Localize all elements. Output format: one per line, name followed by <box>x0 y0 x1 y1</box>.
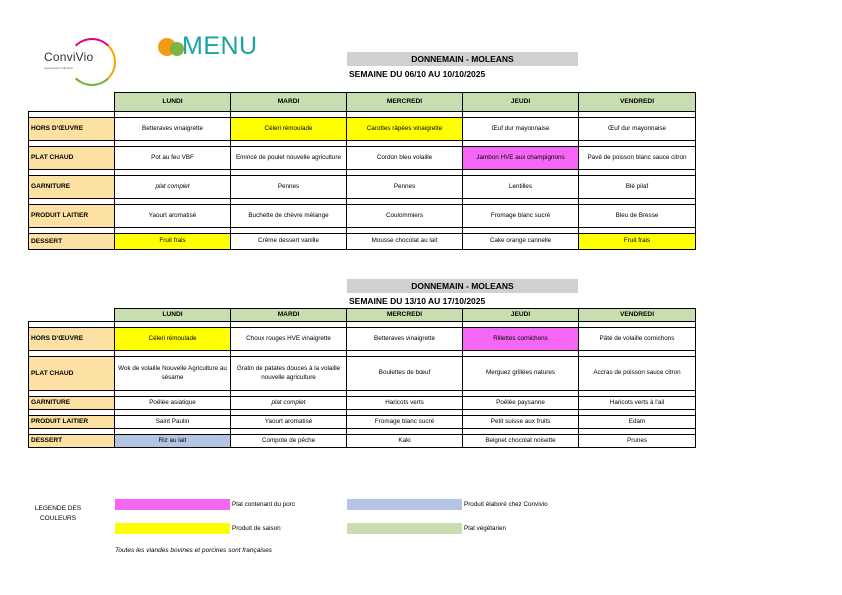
category-label: PLAT CHAUD <box>29 357 115 391</box>
menu-cell: Pennes <box>231 176 347 199</box>
week2-period: SEMAINE DU 13/10 AU 17/10/2025 <box>349 296 486 306</box>
menu-cell: Yaourt aromatisé <box>115 205 231 228</box>
category-label: PLAT CHAUD <box>29 147 115 170</box>
menu-cell: Riz au lait <box>115 435 231 448</box>
category-label: PRODUIT LAITIER <box>29 205 115 228</box>
menu-cell: Céleri rémoulade <box>115 328 231 351</box>
week1-row-plat-chaud <box>29 147 696 170</box>
menu-title-text: MENU <box>182 32 258 60</box>
menu-cell: Céleri rémoulade <box>231 118 347 141</box>
menu-cell: Merguez grillées natures <box>463 357 579 391</box>
week1-row-produit-laitier <box>29 205 696 228</box>
menu-cell: Kaki <box>347 435 463 448</box>
menu-cell: Prunes <box>579 435 696 448</box>
menu-cell: Haricots verts <box>347 397 463 410</box>
menu-cell: Coulommiers <box>347 205 463 228</box>
menu-cell: Carottes râpées vinaigrette <box>347 118 463 141</box>
menu-cell: Pavé de poisson blanc sauce citron <box>579 147 696 170</box>
menu-cell: Emincé de poulet nouvelle agriculture <box>231 147 347 170</box>
menu-cell: Choux rouges HVE vinaigrette <box>231 328 347 351</box>
menu-cell: Pâté de volaille cornichons <box>579 328 696 351</box>
menu-cell: plat complet <box>115 176 231 199</box>
menu-cell: Fromage blanc sucré <box>347 416 463 429</box>
week1-row-garniture <box>29 176 696 199</box>
menu-cell: Beignet chocolat noisette <box>463 435 579 448</box>
category-label: HORS D'ŒUVRE <box>29 118 115 141</box>
legend-label-convivio: Produit élaboré chez Convivio <box>464 501 548 508</box>
menu-cell: Gratin de patates douces à la volaille nouvelle agriculture <box>231 357 347 391</box>
day-mardi: MARDI <box>231 309 347 322</box>
legend-swatch-convivio <box>347 499 462 510</box>
menu-cell: Fruit frais <box>115 234 231 250</box>
day-jeudi: JEUDI <box>463 93 579 112</box>
week1-row-dessert <box>29 234 696 250</box>
week2-row-plat-chaud <box>29 357 696 391</box>
day-vendredi: VENDREDI <box>579 309 696 322</box>
menu-cell: Buchette de chèvre mélange <box>231 205 347 228</box>
menu-cell: Pennes <box>347 176 463 199</box>
legend-swatch-saison <box>115 523 230 534</box>
week2-row-hors-doeuvre <box>29 328 696 351</box>
day-mardi: MARDI <box>231 93 347 112</box>
menu-cell: Cordon bleu volaille <box>347 147 463 170</box>
week2-menu-table <box>28 308 696 448</box>
category-label: HORS D'ŒUVRE <box>29 328 115 351</box>
menu-cell: Edam <box>579 416 696 429</box>
menu-cell: Mousse chocolat au lait <box>347 234 463 250</box>
category-label: DESSERT <box>29 234 115 250</box>
legend-label-porc: Plat contenant du porc <box>232 501 296 508</box>
menu-cell: Blé pilaf <box>579 176 696 199</box>
day-vendredi: VENDREDI <box>579 93 696 112</box>
menu-cell: Petit suisse aux fruits <box>463 416 579 429</box>
menu-cell: Rillettes cornichons <box>463 328 579 351</box>
menu-cell: Haricots verts à l'ail <box>579 397 696 410</box>
menu-cell: Pot au feu VBF <box>115 147 231 170</box>
menu-cell: Compote de pêche <box>231 435 347 448</box>
week2-row-dessert <box>29 435 696 448</box>
category-label: DESSERT <box>29 435 115 448</box>
menu-cell: Poêlée asiatique <box>115 397 231 410</box>
week2-school: DONNEMAIN - MOLEANS <box>347 279 578 293</box>
menu-cell: Betteraves vinaigrette <box>347 328 463 351</box>
week1-row-hors-doeuvre <box>29 118 696 141</box>
menu-cell: Lentilles <box>463 176 579 199</box>
menu-cell: Wok de volaille Nouvelle Agriculture au sésame <box>115 357 231 391</box>
menu-cell: Cake orange cannelle <box>463 234 579 250</box>
convivio-logo <box>42 38 114 82</box>
category-label: GARNITURE <box>29 176 115 199</box>
footnote: Toutes les viandes bovines et porcines sont françaises <box>115 547 272 554</box>
category-label: PRODUIT LAITIER <box>29 416 115 429</box>
day-jeudi: JEUDI <box>463 309 579 322</box>
legend-label-saison: Produit de saison <box>232 525 281 532</box>
menu-cell: Accras de poisson sauce citron <box>579 357 696 391</box>
menu-cell: Poêlée paysanne <box>463 397 579 410</box>
menu-cell: Fromage blanc sucré <box>463 205 579 228</box>
menu-cell: Crème dessert vanille <box>231 234 347 250</box>
legend-swatch-vegetarien <box>347 523 462 534</box>
menu-cell: Œuf dur mayonnaise <box>463 118 579 141</box>
week1-school: DONNEMAIN - MOLEANS <box>347 52 578 66</box>
menu-cell: plat complet <box>231 397 347 410</box>
category-label: GARNITURE <box>29 397 115 410</box>
menu-cell: Œuf dur mayonnaise <box>579 118 696 141</box>
legend-title: LEGENDE DES COULEURS <box>34 505 82 523</box>
day-lundi: LUNDI <box>115 93 231 112</box>
week2-days-row <box>29 309 696 322</box>
logo-name: ConviVio <box>44 50 94 64</box>
legend-label-vegetarien: Plat végétarien <box>464 525 507 532</box>
week1-menu-table <box>28 92 696 250</box>
day-mercredi: MERCREDI <box>347 309 463 322</box>
menu-cell: Yaourt aromatisé <box>231 416 347 429</box>
menu-cell: Bleu de Bresse <box>579 205 696 228</box>
week2-row-garniture <box>29 397 696 410</box>
menu-cell: Fruit frais <box>579 234 696 250</box>
legend-swatch-porc <box>115 499 230 510</box>
menu-cell: Jambon HVE aux champignons <box>463 147 579 170</box>
logo-tagline: restauration collective <box>44 66 74 70</box>
week2-row-produit-laitier <box>29 416 696 429</box>
week1-period: SEMAINE DU 06/10 AU 10/10/2025 <box>349 69 486 79</box>
menu-cell: Saint Paulin <box>115 416 231 429</box>
day-mercredi: MERCREDI <box>347 93 463 112</box>
menu-cell: Betteraves vinaigrette <box>115 118 231 141</box>
week1-days-row <box>29 93 696 112</box>
menu-cell: Boulettes de bœuf <box>347 357 463 391</box>
day-lundi: LUNDI <box>115 309 231 322</box>
